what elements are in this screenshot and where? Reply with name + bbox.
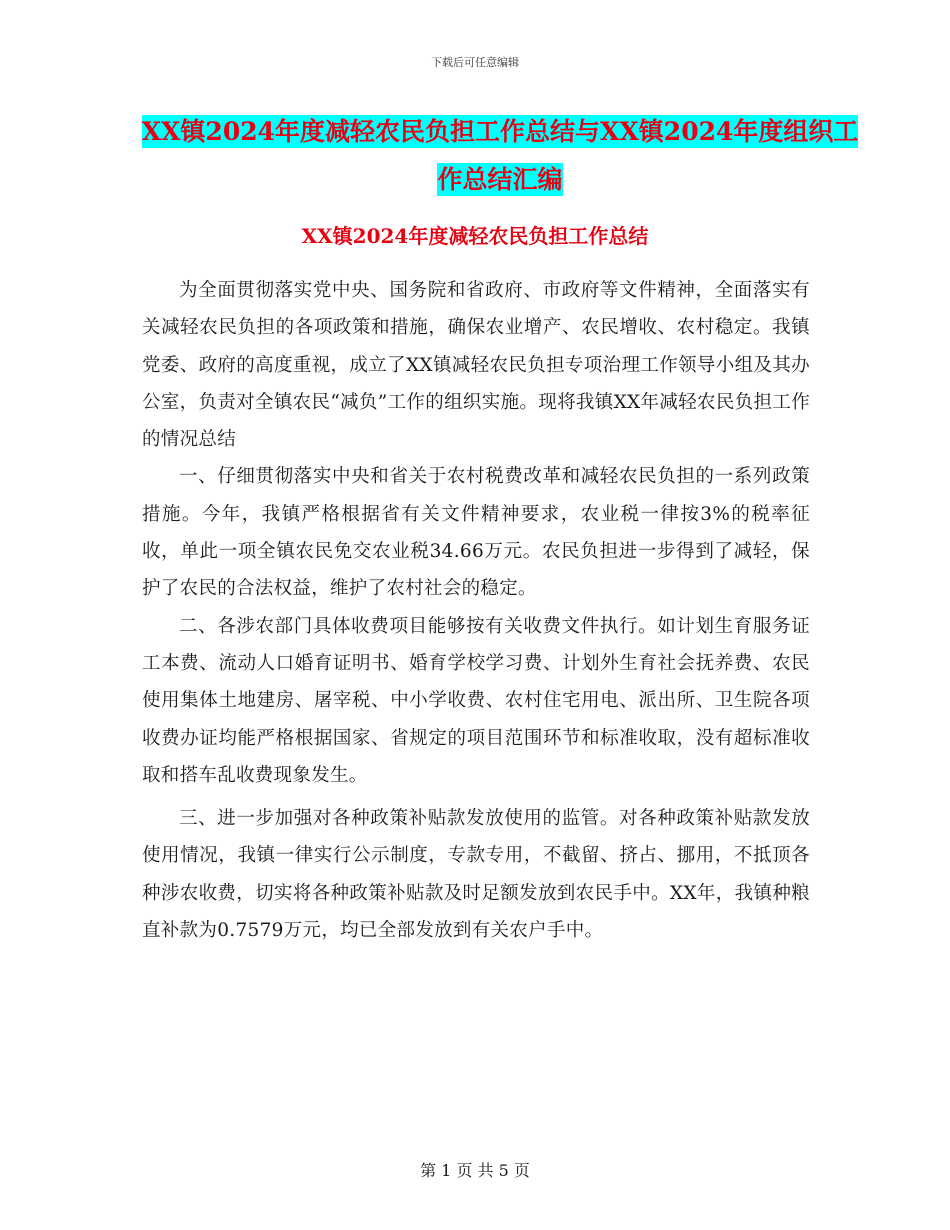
main-title: [140, 108, 860, 204]
paragraph-one: 一、仔细贯彻落实中央和省关于农村税费改革和减轻农民负担的一系列政策措施。今年，我镇严格根据省有关文件精神要求，农业税一律按3%的税率征收，单此一项全镇农民免交农业税34.66万元。农民负担进一步得到了减轻，保护了农民的合法权益，维护了农村社会的稳定。: [142, 466, 810, 600]
paragraph-three: 三、进一步加强对各种政策补贴款发放使用的监管。对各种政策补贴款发放使用情况，我镇一律实行公示制度，专款专用，不截留、挤占、挪用，不抵顶各种涉农收费，切实将各种政策补贴款及时足额发放到农民手中。XX年，我镇种粮直补款为0.7579万元，均已全部发放到有关农户手中。: [142, 808, 810, 942]
main-title-text: XX镇2024年度减轻农民负担工作总结与XX镇2024年度组织工作总结汇编: [141, 117, 859, 194]
section-title: XX镇2024年度减轻农民负担工作总结: [301, 224, 649, 248]
header-note: 下载后可任意编辑: [431, 56, 519, 69]
paragraph-two: 二、各涉农部门具体收费项目能够按有关收费文件执行。如计划生育服务证工本费、流动人口婚育证明书、婚育学校学习费、计划外生育社会抚养费、农民使用集体土地建房、屠宰税、中小学收费、农村住宅用电、派出所、卫生院各项收费办证均能严格根据国家、省规定的项目范围环节和标准收取，没有超标准收取和搭车乱收费现象发生。: [142, 615, 810, 786]
page-footer: 第 1 页 共 5 页: [420, 1161, 530, 1180]
body-text: [142, 272, 810, 949]
paragraph-intro: 为全面贯彻落实党中央、国务院和省政府、市政府等文件精神，全面落实有关减轻农民负担的各项政策和措施，确保农业增产、农民增收、农村稳定。我镇党委、政府的高度重视，成立了XX镇减轻农民负担专项治理工作领导小组及其办公室，负责对全镇农民“减负”工作的组织实施。现将我镇XX年减轻农民负担工作的情况总结: [142, 280, 810, 451]
